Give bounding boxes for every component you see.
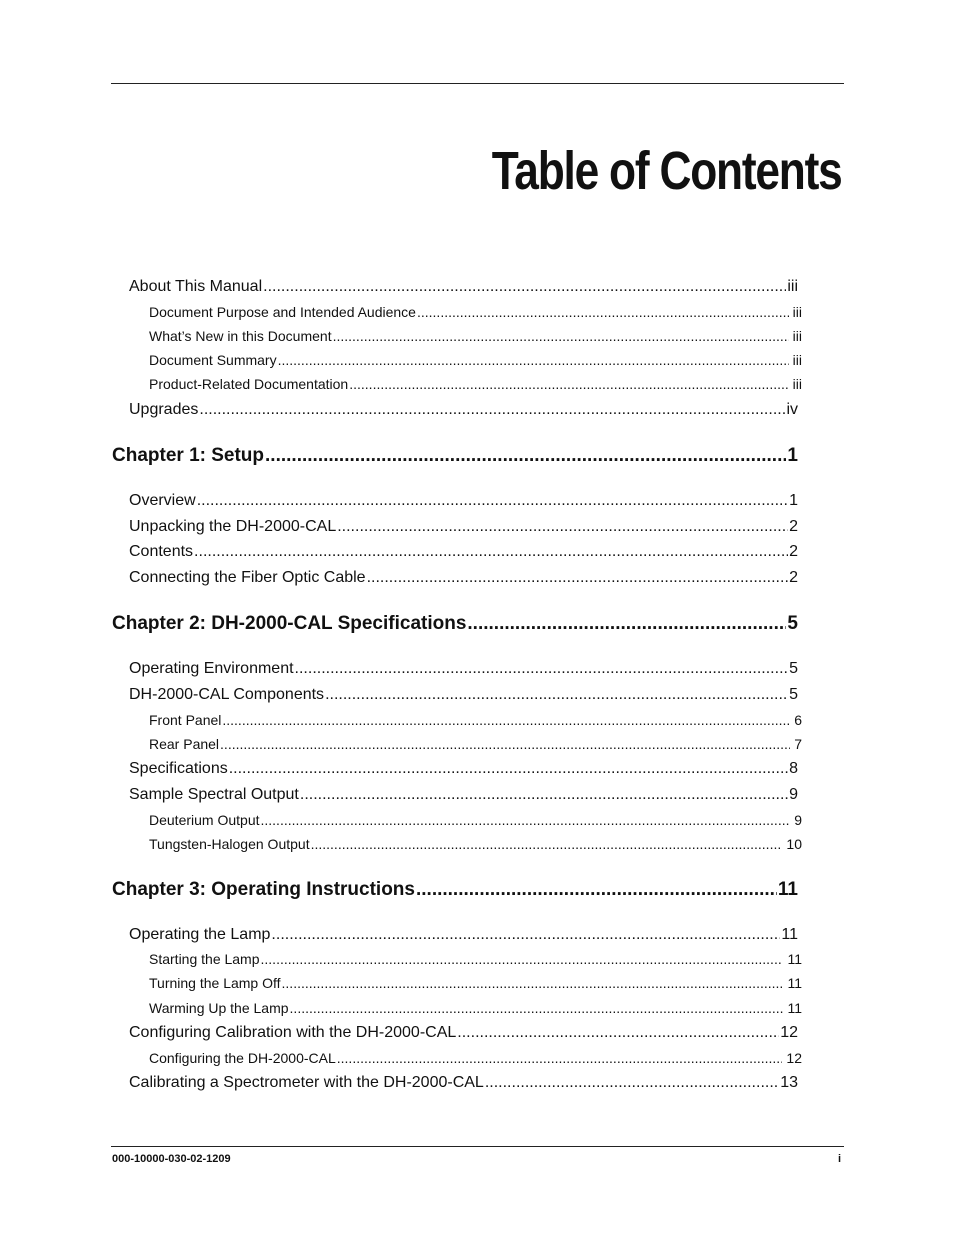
toc-page-number: 7	[794, 736, 802, 752]
toc-page-number: iii	[792, 328, 802, 344]
dot-leader	[199, 401, 785, 419]
toc-entry-title: Document Summary	[149, 352, 277, 368]
toc-entry-title: Document Purpose and Intended Audience	[149, 304, 416, 320]
toc-entry[interactable]	[129, 926, 798, 944]
toc-entry[interactable]	[129, 786, 798, 804]
toc-entry[interactable]	[149, 1050, 802, 1066]
toc-entry[interactable]	[149, 836, 802, 852]
toc-entry[interactable]	[129, 569, 798, 587]
toc-entry-title: Tungsten-Halogen Output	[149, 836, 310, 852]
dot-leader	[417, 304, 789, 320]
toc-entry[interactable]	[149, 352, 802, 368]
dot-leader	[282, 975, 784, 991]
toc-chapter-entry[interactable]	[112, 613, 798, 635]
dot-leader	[229, 760, 788, 778]
dot-leader	[194, 543, 788, 561]
toc-page-number: iv	[786, 401, 798, 418]
toc-page-number: 2	[789, 543, 798, 560]
toc-entry[interactable]	[149, 304, 802, 320]
toc-entry-title: Operating Environment	[129, 660, 294, 677]
dot-leader	[457, 1024, 779, 1042]
dot-leader	[337, 518, 788, 536]
toc-entry[interactable]	[149, 951, 802, 967]
toc-page-number: iii	[792, 376, 802, 392]
toc-page-number: 5	[789, 686, 798, 703]
toc-entry[interactable]	[129, 278, 798, 296]
toc-entry-title: Specifications	[129, 760, 228, 777]
toc-entry-title: Calibrating a Spectrometer with the DH-2000-CAL	[129, 1074, 484, 1091]
toc-entry-title: Operating the Lamp	[129, 926, 271, 943]
dot-leader	[337, 1050, 783, 1066]
toc-entry[interactable]	[129, 543, 798, 561]
toc-entry-title: Contents	[129, 543, 194, 560]
dot-leader	[325, 686, 788, 704]
toc-entry-title: Warming Up the Lamp	[149, 1000, 289, 1016]
dot-leader	[485, 1074, 779, 1092]
toc-entry[interactable]	[149, 328, 802, 344]
toc-page-number: 11	[777, 879, 798, 900]
toc-page-number: 5	[787, 613, 798, 634]
toc-page-number: 11	[787, 975, 802, 991]
dot-leader	[311, 836, 783, 852]
toc-entry[interactable]	[129, 1024, 798, 1042]
toc-page-number: 11	[787, 1000, 802, 1016]
toc-page-number: 11	[781, 926, 798, 943]
toc-entry[interactable]	[149, 376, 802, 392]
dot-leader	[290, 1000, 784, 1016]
toc-entry[interactable]	[149, 736, 802, 752]
toc-entry-title: Unpacking the DH-2000-CAL	[129, 518, 337, 535]
dot-leader	[416, 879, 777, 901]
dot-leader	[333, 328, 789, 344]
toc-entry-title: Upgrades	[129, 401, 199, 418]
toc-entry[interactable]	[149, 812, 802, 828]
document-number: 000-10000-030-02-1209	[112, 1153, 231, 1165]
toc-entry[interactable]	[149, 975, 802, 991]
footer-rule	[111, 1146, 844, 1147]
dot-leader	[220, 736, 790, 752]
toc-entry-title: Chapter 3: Operating Instructions	[112, 879, 415, 900]
toc-page-number: iii	[787, 278, 798, 295]
toc-page-number: 12	[786, 1050, 802, 1066]
dot-leader	[467, 613, 786, 635]
dot-leader	[278, 352, 789, 368]
toc-page-number: 12	[780, 1024, 798, 1041]
toc-entry-title: Chapter 2: DH-2000-CAL Specifications	[112, 613, 467, 634]
header-rule	[111, 83, 844, 84]
toc-page-number: iii	[792, 304, 802, 320]
toc-page-number: iii	[792, 352, 802, 368]
toc-entry[interactable]	[129, 401, 798, 419]
toc-page-number: 8	[789, 760, 798, 777]
toc-page-number: 2	[789, 569, 798, 586]
toc-entry-title: DH-2000-CAL Components	[129, 686, 325, 703]
toc-page-number: 9	[794, 812, 802, 828]
toc-entry[interactable]	[129, 760, 798, 778]
toc-entry[interactable]	[149, 712, 802, 728]
dot-leader	[271, 926, 780, 944]
footer-page-number: i	[837, 1153, 841, 1165]
dot-leader	[197, 492, 788, 510]
toc-entry[interactable]	[149, 1000, 802, 1016]
page-title: Table of Contents	[491, 141, 841, 201]
toc-entry-title: Connecting the Fiber Optic Cable	[129, 569, 366, 586]
toc-entry[interactable]	[129, 492, 798, 510]
toc-entry-title: Front Panel	[149, 712, 222, 728]
toc-page-number: 1	[787, 445, 798, 466]
toc-page-number: 6	[794, 712, 802, 728]
toc-page-number: 9	[789, 786, 798, 803]
dot-leader	[300, 786, 788, 804]
toc-entry-title: What’s New in this Document	[149, 328, 332, 344]
toc-page-number: 13	[780, 1074, 798, 1091]
toc-entry-title: Rear Panel	[149, 736, 220, 752]
toc-page-number: 2	[789, 518, 798, 535]
toc-entry-title: Product-Related Documentation	[149, 376, 349, 392]
toc-entry-title: Configuring Calibration with the DH-2000-CAL	[129, 1024, 457, 1041]
toc-entry-title: Chapter 1: Setup	[112, 445, 265, 466]
toc-entry-title: Overview	[129, 492, 196, 509]
toc-entry[interactable]	[129, 518, 798, 536]
toc-page-number: 5	[789, 660, 798, 677]
dot-leader	[222, 712, 790, 728]
toc-entry-title: Sample Spectral Output	[129, 786, 299, 803]
toc-entry-title: Configuring the DH-2000-CAL	[149, 1050, 336, 1066]
toc-page-number: 10	[786, 836, 802, 852]
toc-entry-title: Turning the Lamp Off	[149, 975, 281, 991]
dot-leader	[295, 660, 789, 678]
toc-entry[interactable]	[129, 1074, 798, 1092]
toc-chapter-entry[interactable]	[112, 879, 798, 901]
toc-entry[interactable]	[129, 660, 798, 678]
toc-page-number: 11	[787, 951, 802, 967]
toc-page-number: 1	[789, 492, 798, 509]
dot-leader	[367, 569, 789, 587]
dot-leader	[261, 812, 791, 828]
dot-leader	[349, 376, 788, 392]
dot-leader	[265, 445, 786, 467]
toc-entry[interactable]	[129, 686, 798, 704]
toc-entry-title: Deuterium Output	[149, 812, 260, 828]
dot-leader	[263, 278, 786, 296]
toc-entry-title: About This Manual	[129, 278, 263, 295]
toc-entry-title: Starting the Lamp	[149, 951, 260, 967]
toc-chapter-entry[interactable]	[112, 445, 798, 467]
dot-leader	[261, 951, 784, 967]
